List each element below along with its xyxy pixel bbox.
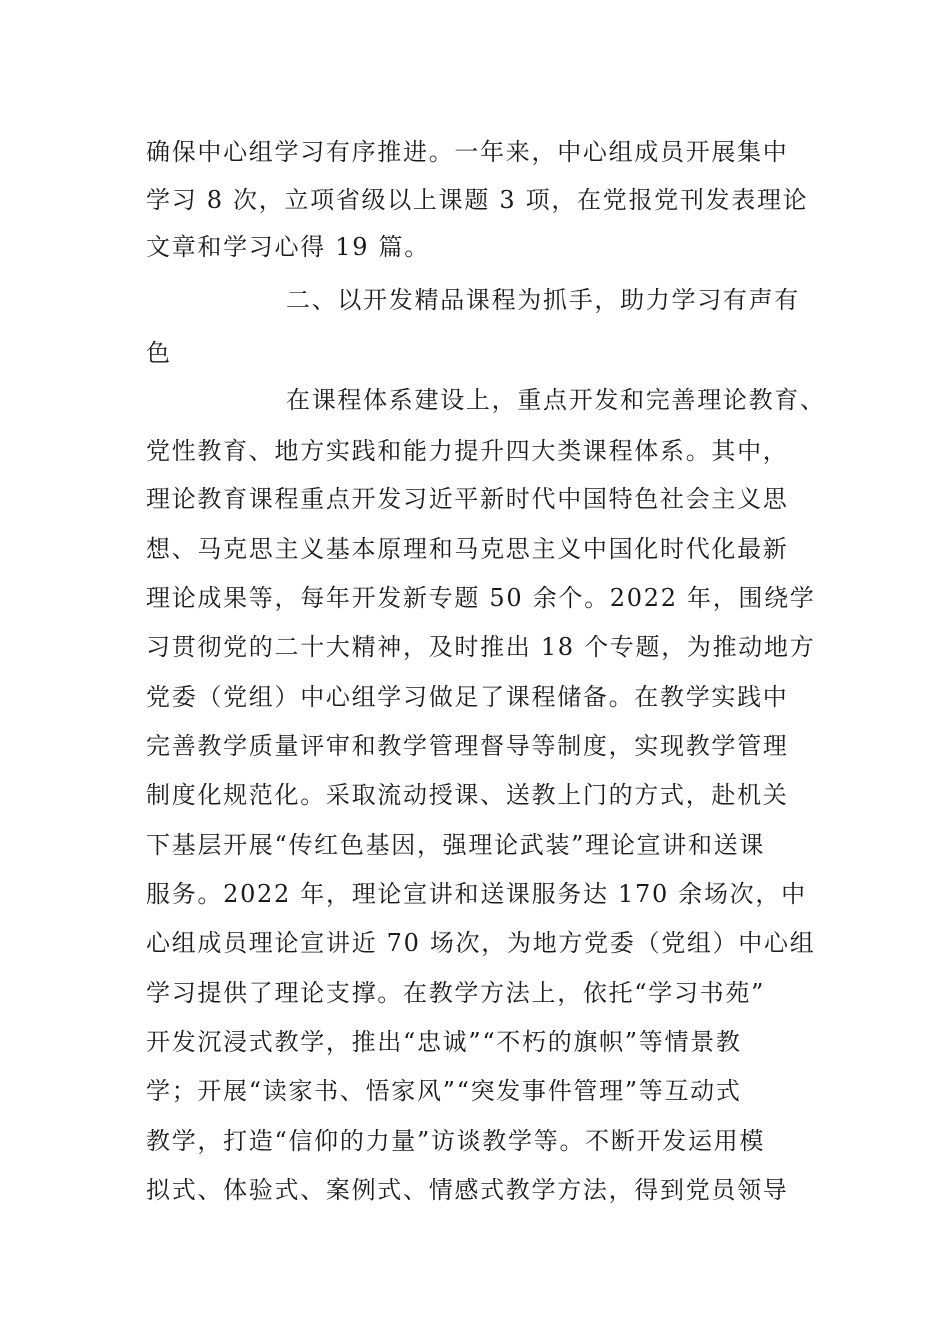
paragraph-line: 制度化规范化。采取流动授课、送教上门的方式，赴机关 [146,781,789,809]
paragraph-line: 党性教育、地方实践和能力提升四大类课程体系。其中， [146,437,789,465]
paragraph-line: 教学，打造“信仰的力量”访谈教学等。不断开发运用模 [146,1127,766,1155]
paragraph-line: 理论成果等，每年开发新专题 50 余个。2022 年，围绕学 [146,584,816,612]
paragraph-line: 心组成员理论宣讲近 70 场次，为地方党委（党组）中心组 [146,929,816,957]
paragraph-line: 学；开展“读家书、悟家风”“突发事件管理”等互动式 [146,1077,742,1105]
section-heading-line: 色 [146,339,172,367]
paragraph-line: 党委（党组）中心组学习做足了课程储备。在教学实践中 [146,683,789,711]
paragraph-line: 确保中心组学习有序推进。一年来，中心组成员开展集中 [146,138,789,166]
paragraph-line: 文章和学习心得 19 篇。 [146,233,430,261]
paragraph-line: 想、马克思主义基本原理和马克思主义中国化时代化最新 [146,535,789,563]
paragraph-line: 在课程体系建设上，重点开发和完善理论教育、 [286,386,826,414]
paragraph-line: 拟式、体验式、案例式、情感式教学方法，得到党员领导 [146,1176,789,1204]
paragraph-line: 开发沉浸式教学，推出“忠诚”“不朽的旗帜”等情景教 [146,1028,742,1056]
paragraph-line: 学习 8 次，立项省级以上课题 3 项，在党报党刊发表理论 [146,186,809,214]
paragraph-line: 下基层开展“传红色基因，强理论武装”理论宣讲和送课 [146,831,766,859]
paragraph-line: 习贯彻党的二十大精神，及时推出 18 个专题，为推动地方 [146,633,816,661]
paragraph-line: 服务。2022 年，理论宣讲和送课服务达 170 余场次，中 [146,880,807,908]
paragraph-line: 完善教学质量评审和教学管理督导等制度，实现教学管理 [146,732,789,760]
paragraph-line: 理论教育课程重点开发习近平新时代中国特色社会主义思 [146,485,789,513]
paragraph-line: 学习提供了理论支撑。在教学方法上，依托“学习书苑” [146,979,766,1007]
section-heading-line: 二、以开发精品课程为抓手，助力学习有声有 [286,286,800,314]
